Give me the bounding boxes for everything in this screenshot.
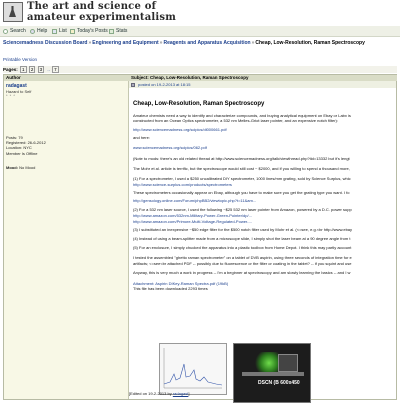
author-status: Member Is Offline <box>6 150 38 156</box>
post-text-line: artifacts; <=see<br attached PDF -- possibly due to fluorescence or the filter or coating in the tablet? -- if you squint and use <box>133 261 352 266</box>
author-meta <box>6 135 46 156</box>
post-text-line: (2) For a 532 nm laser source, I used the following ~$25 532 nm laser pointer from Amazon, powered by a D.C. power supp <box>133 207 352 212</box>
author-stars: * * * <box>6 93 16 98</box>
top-toolbar <box>0 26 400 37</box>
attachment-photo-thumbnail[interactable] <box>233 343 311 403</box>
post-text-line: (Note to mods: there's an old related thread at http://www.sciencemadness.org/talk/viewthread.php?tid=13332 but it's lengt <box>133 156 350 161</box>
site-logo-icon[interactable] <box>3 2 23 22</box>
post-text-line: These spectrometers occasionally appear on Ebay, although you have to make sure you get the grating type you want. I fo <box>133 190 350 195</box>
list-icon <box>52 29 57 34</box>
page-link-1[interactable]: 1 <box>22 67 25 72</box>
site-banner <box>0 0 400 27</box>
subject-header: Subject: Cheap, Low-Resolution, Raman Spectroscopy <box>129 75 397 81</box>
toolbar-help[interactable] <box>30 26 47 36</box>
breadcrumb-separator: » <box>88 40 92 46</box>
breadcrumb-engineering[interactable]: Engineering and Equipment <box>92 40 159 46</box>
pagination-ellipsis: .. <box>47 67 50 72</box>
post-link[interactable]: http://www.science-surplus.com/products/spectrometers <box>133 182 232 187</box>
post-text-line: (3) I substituted an inexpensive ~$50 edge filter for the $500 notch filter used by Mohr et al. (<=see, e.g.<br http://www.ebay <box>133 227 353 232</box>
toolbar-todays-posts-label: Today's Posts <box>77 28 108 34</box>
breadcrumb-separator: » <box>251 40 255 46</box>
stats-icon <box>109 29 114 34</box>
search-icon <box>3 29 8 34</box>
post-link[interactable]: www.sciencemadness.org/scipics/062.pdf <box>133 145 207 150</box>
post-text-line: (1) For a spectrometer, I used a $250 uncalibrated DIY spectrometer, 1000 lines/mm grating, sold by Science Surplus, whic <box>133 176 351 181</box>
post-text-line: I tested the assembled "ghetto raman spectrometer" on a tablet of DVB aspirin, using three seconds of integration time for e <box>133 255 352 260</box>
site-title-line1: The art and science of <box>27 1 157 12</box>
edited-user-link[interactable]: radagast <box>172 391 189 396</box>
author-mood-value: No Mood <box>19 165 36 170</box>
page-link-last[interactable]: 7 <box>54 67 57 72</box>
author-panel <box>4 81 129 399</box>
author-mood-label: Mood: <box>6 165 18 170</box>
spectrum-thumbnail-graphic <box>160 344 226 394</box>
post-text-line: constructed from an Ocean Optics spectrometer, a 532 nm Melles-Griot laser pointer, and an expensive notch filter): <box>133 118 338 123</box>
posted-on-bar <box>129 81 396 88</box>
post-text-line: Anyway, this is very much a work in progress -- I'm a beginner at spectroscopy and am slowly learning the basics -- and I w <box>133 270 351 275</box>
posted-on-text: posted on 19-2-2013 at 18:15 <box>138 82 191 87</box>
author-rank: Hazard to Self <box>6 89 32 94</box>
post-text-line: and here: <box>133 135 150 140</box>
post-text-line: The Mohr et al. article is terrific, but the spectroscope would still cost ~ $2000, and if you willing to spend a thousand more, <box>133 166 350 171</box>
breadcrumb-current: Cheap, Low-Resolution, Raman Spectroscopy <box>255 40 365 46</box>
post-text-line: (5) For an enclosure, I simply chucked the apparatus into a plastic toolbox from Home Depot. I think this may partly account <box>133 245 352 250</box>
toolbar-search-label: Search <box>10 28 26 34</box>
author-name[interactable]: radagast <box>6 83 27 89</box>
site-title-line2: amateur experimentalism <box>27 12 177 23</box>
breadcrumb <box>3 40 397 47</box>
toolbar-stats-label: Stats <box>116 28 128 34</box>
author-posts: Posts: 79 <box>6 135 23 140</box>
edited-note <box>129 391 190 396</box>
breadcrumb-reagents[interactable]: Reagents and Apparatus Acquisition <box>163 40 251 46</box>
toolbar-help-label: Help <box>37 28 48 34</box>
post-text-line: (4) Instead of using a beam-splitter made from a microscope slide, I simply shot the laser beam at a 90 degree angle from t <box>133 236 351 241</box>
post-text-line: This file has been downloaded 2293 times <box>133 286 208 291</box>
breadcrumb-separator: » <box>159 40 163 46</box>
toolbar-list[interactable] <box>52 26 67 36</box>
photo-caption: DSCN (B 600x450 <box>258 380 300 386</box>
post-link[interactable]: http://gensology.online.com/Forum/phpBB2/viewtopic.php?t=11&am... <box>133 198 257 203</box>
optical-rail <box>242 372 304 376</box>
printable-version-link[interactable]: Printable Version <box>3 57 38 62</box>
toolbar-stats[interactable] <box>109 26 127 36</box>
edited-prefix: [Edited on 19-2-2013 by <box>129 391 173 396</box>
site-title <box>27 1 176 23</box>
attachment-chart-thumbnail[interactable] <box>159 343 227 395</box>
post-title: Cheap, Low-Resolution, Raman Spectroscopy <box>133 101 265 107</box>
post-link[interactable]: http://www.amazon.com/Primore-Multi-Voltage-Regulated-Power-... <box>133 219 252 224</box>
spectrometer-block <box>278 354 298 372</box>
page-link-3[interactable]: 3 <box>39 67 43 72</box>
post-link[interactable]: http://www.sciencemadness.org/scipics/dl000661.pdf <box>133 127 227 132</box>
post-link[interactable]: Attachment: Aspirin DIKey-Raman Spectra.pdf (19kB) <box>133 281 229 286</box>
author-location: Location: NYC <box>6 145 32 151</box>
toolbar-search[interactable] <box>3 26 26 36</box>
post-icon <box>131 83 135 87</box>
breadcrumb-home[interactable]: Sciencemadness Discussion Board <box>3 40 88 46</box>
help-icon <box>30 29 35 34</box>
pagination-label: Pages: <box>3 67 18 72</box>
edited-suffix: ] <box>188 391 190 396</box>
author-mood <box>6 165 35 170</box>
post-link[interactable]: http://www.amazon.com/532nm-Military-Power-Green-Pointer/dp/... <box>133 213 252 218</box>
page-link-2[interactable]: 2 <box>30 67 34 72</box>
toolbar-list-label: List <box>59 28 67 34</box>
post-text-line: Amateur chemists need a way to identify and characterize compounds, and buying analytical equipment on Ebay or Labx is <box>133 113 351 118</box>
pagination-bar <box>3 66 397 73</box>
author-header: Author <box>4 75 129 81</box>
author-registered: Registered: 26-6-2012 <box>6 140 46 146</box>
calendar-icon <box>70 29 75 34</box>
toolbar-todays-posts[interactable] <box>70 26 108 36</box>
